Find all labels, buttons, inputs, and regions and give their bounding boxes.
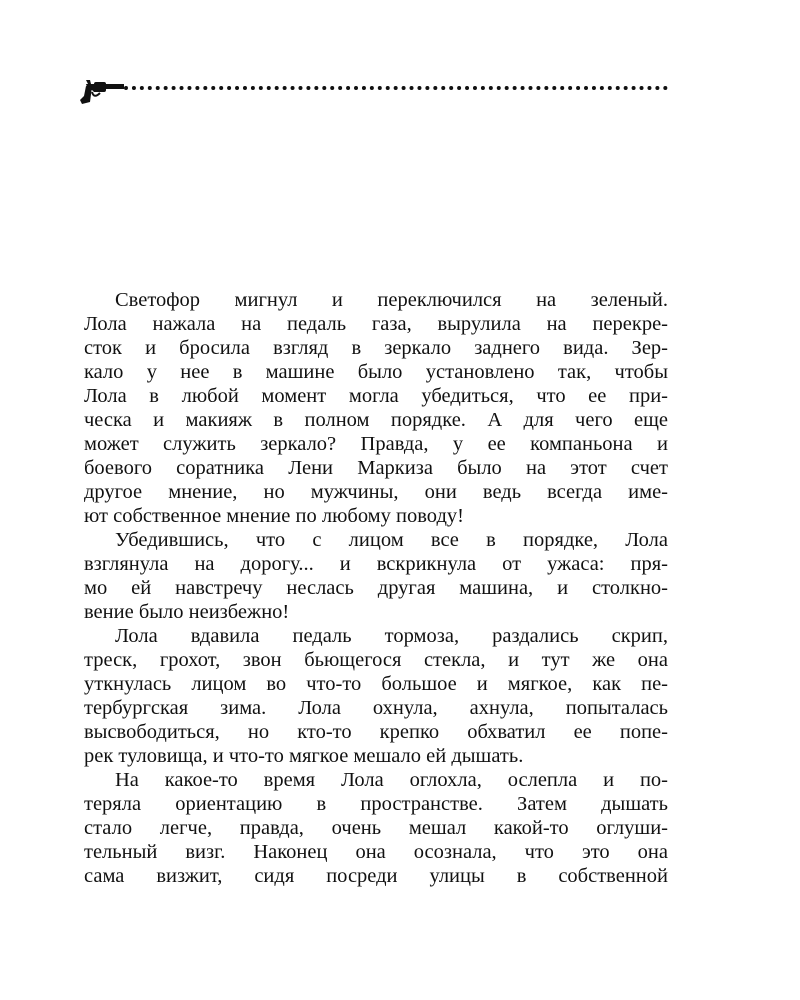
text-line: Лола в любой момент могла убедиться, что ее при- [84,385,668,407]
text-line: боевого соратника Лени Маркиза было на этот счет [84,457,668,479]
text-line: Лола вдавила педаль тормоза, раздались скрип, [115,625,668,647]
text-line: сама визжит, сидя посреди улицы в собственной [84,865,668,887]
text-line: может служить зеркало? Правда, у ее компаньона и [84,433,668,455]
text-line: стало легче, правда, очень мешал какой-то оглуши- [84,817,668,839]
text-line: Убедившись, что с лицом все в порядке, Лола [115,529,668,551]
dotted-rule [124,86,668,90]
text-line: взглянула на дорогу... и вскрикнула от ужаса: пря- [84,553,668,575]
text-line: ют собственное мнение по любому поводу! [84,505,464,527]
text-line: тельный визг. Наконец она осознала, что это она [84,841,668,863]
text-line: высвободиться, но кто-то крепко обхватил ее попе- [84,721,668,743]
text-line: ческа и макияж в полном порядке. А для чего еще [84,409,668,431]
revolver-icon [78,78,128,106]
text-line: рек туловища, и что-то мягкое мешало ей дышать. [84,745,524,767]
text-line: треск, грохот, звон бьющегося стекла, и тут же она [84,649,668,671]
text-line: тербургская зима. Лола охнула, ахнула, попыталась [84,697,668,719]
text-line: вение было неизбежно! [84,601,290,623]
chapter-header-ornament [78,78,668,106]
paragraph-3 [84,624,668,768]
text-line: Светофор мигнул и переключился на зеленый. [115,289,668,311]
body-text [84,288,668,888]
text-line: На какое-то время Лола оглохла, ослепла и по- [115,769,668,791]
text-line: теряла ориентацию в пространстве. Затем дышать [84,793,668,815]
paragraph-4 [84,768,668,888]
text-line: мо ей навстречу неслась другая машина, и столкно- [84,577,668,599]
text-line: кало у нее в машине было установлено так, чтобы [84,361,668,383]
paragraph-2 [84,528,668,624]
text-line: сток и бросила взгляд в зеркало заднего вида. Зер- [84,337,668,359]
text-line: уткнулась лицом во что-то большое и мягкое, как пе- [84,673,668,695]
text-line: Лола нажала на педаль газа, вырулила на перекре- [84,313,668,335]
text-line: другое мнение, но мужчины, они ведь всегда име- [84,481,668,503]
paragraph-1 [84,288,668,528]
